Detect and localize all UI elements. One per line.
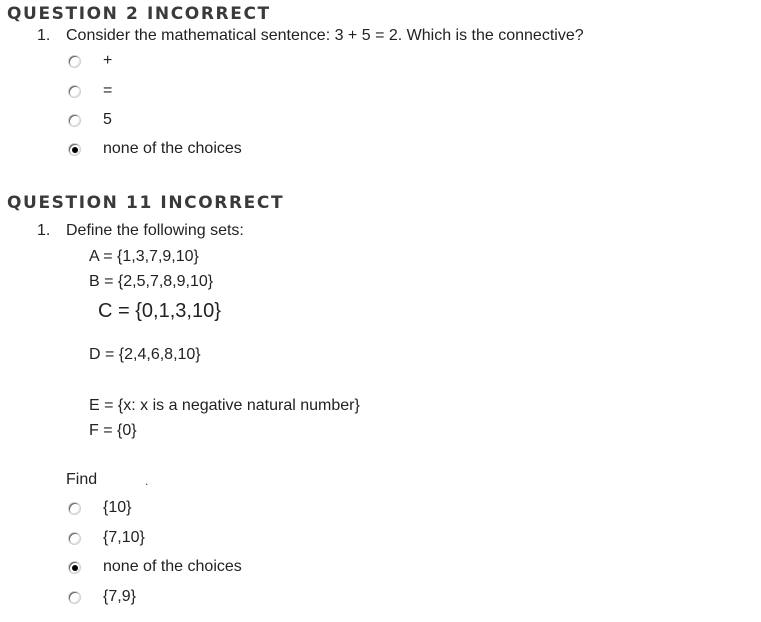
radio-button[interactable] [69,56,80,67]
question-2-prompt: Consider the mathematical sentence: 3 + 5 = 2. Which is the connective? [66,27,584,44]
option-label: = [103,82,113,99]
set-c: C = {0,1,3,10} [98,300,221,322]
question-2-number: 1. [37,27,51,44]
option-label: {7,10} [103,529,145,546]
option-label: {7,9} [103,588,136,605]
radio-button[interactable] [69,115,80,126]
question-11-number: 1. [37,222,51,239]
option-label: {10} [103,499,132,516]
q2-option-3[interactable] [69,109,112,131]
radio-button[interactable] [69,503,80,514]
radio-button-selected[interactable] [69,144,80,155]
question-11-prompt: Define the following sets: [66,222,244,239]
q2-option-4[interactable] [69,138,242,160]
q11-option-3[interactable] [69,556,242,578]
radio-button[interactable] [69,533,80,544]
option-label: 5 [103,111,112,128]
find-label: Find [66,471,98,488]
radio-button[interactable] [69,592,80,603]
radio-button-selected[interactable] [69,562,80,573]
radio-button[interactable] [69,86,80,97]
set-d: D = {2,4,6,8,10} [89,346,201,363]
set-f: F = {0} [89,422,137,439]
set-e: E = {x: x is a negative natural number} [89,397,360,414]
question-11-heading: QUESTION 11 INCORRECT [7,193,285,213]
set-a: A = {1,3,7,9,10} [89,248,199,265]
q11-option-2[interactable] [69,527,145,549]
q2-option-1[interactable] [69,50,113,72]
q2-option-2[interactable] [69,80,113,102]
option-label: + [103,52,113,69]
question-2-heading: QUESTION 2 INCORRECT [7,4,271,24]
q11-option-1[interactable] [69,497,132,519]
find-mark: . [145,474,149,488]
q11-option-4[interactable] [69,586,136,608]
set-b: B = {2,5,7,8,9,10} [89,273,214,290]
option-label: none of the choices [103,140,242,157]
option-label: none of the choices [103,558,242,575]
